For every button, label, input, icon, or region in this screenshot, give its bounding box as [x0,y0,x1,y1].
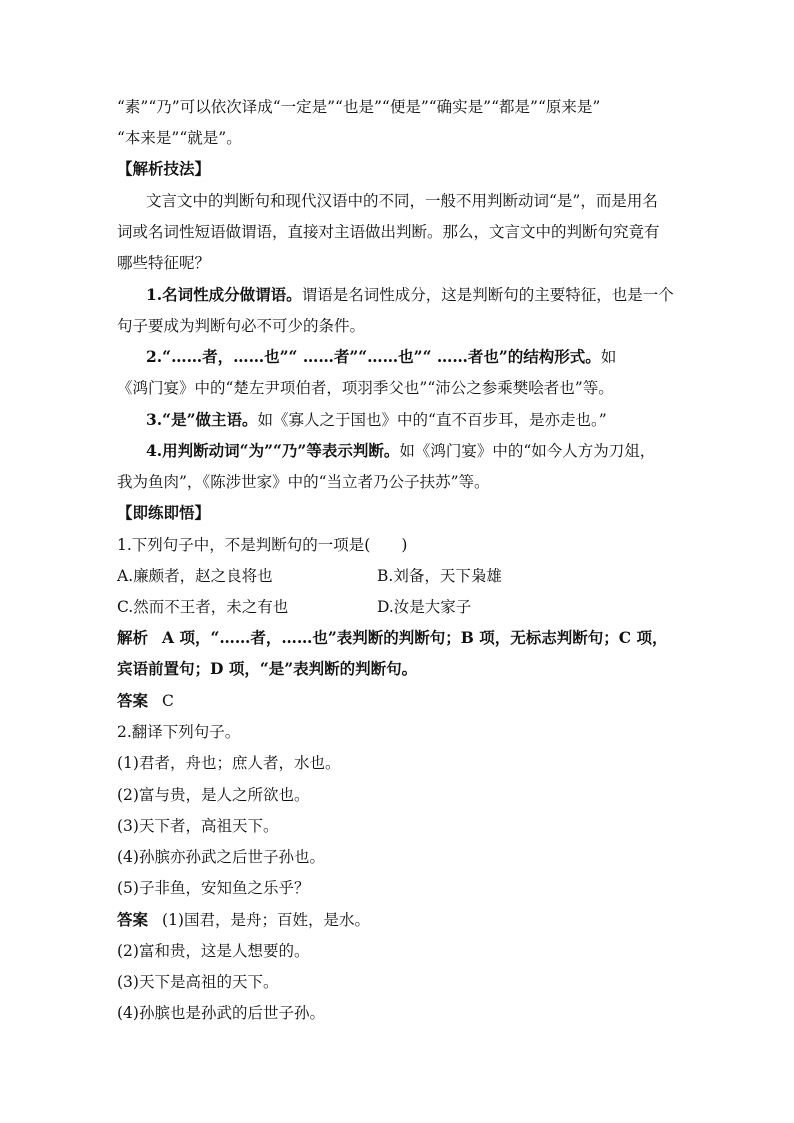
point-2-title: 2.“……者，……也”“ ……者”“……也”“ ……者也”的结构形式。 [146,347,601,366]
analysis-heading: 【解析技法】 [117,159,211,178]
question-1-option-b: B.刘备，天下枭雄 [377,567,502,585]
analysis-para-line-3: 哪些特征呢？ [117,254,211,272]
question-1-stem: 1.下列句子中，不是判断句的一项是( ) [117,536,408,554]
question-1-option-d: D.汝是大家子 [377,598,472,616]
point-2-text: 如 [600,348,617,366]
point-4-text: 如《鸿门宴》中的“如今人方为刀俎， [399,442,656,460]
question-1-analysis-line-2: 宾语前置句；D 项，“是”表判断的判断句。 [117,659,418,678]
answer-value: C [162,692,174,710]
point-4-title: 4.用判断动词“为”“乃”等表示判断。 [146,441,400,460]
question-2-answer-1 [117,910,370,930]
intro-line-2: “本来是”“就是”。 [117,129,242,147]
intro-line-1: “素”“乃”可以依次译成“一定是”“也是”“便是”“确实是”“都是”“原来是” [117,98,601,116]
question-2-answer-3: (3)天下是高祖的天下。 [117,973,279,991]
question-1-analysis [117,628,668,648]
question-2-answer-4: (4)孙膑也是孙武的后世子孙。 [117,1004,325,1022]
question-2-item-2: (2)富与贵，是人之所欲也。 [117,786,310,804]
question-2-stem: 2.翻译下列句子。 [117,723,241,741]
answer-2-label: 答案 [117,910,149,929]
point-4-line-2: 我为鱼肉”，《陈涉世家》中的“当立者乃公子扶苏”等。 [117,473,490,491]
point-1 [146,285,674,305]
question-2-item-5: (5)子非鱼，安知鱼之乐乎？ [117,879,310,897]
question-1-option-a: A.廉颇者，赵之良将也 [117,567,273,585]
answer-label: 答案 [117,691,149,710]
analysis-para-line-1: 文言文中的判断句和现代汉语中的不同，一般不用判断动词“是”，而是用名 [146,192,658,210]
question-1-answer [117,691,174,711]
question-1-option-c: C.然而不王者，未之有也 [117,598,289,616]
practice-heading: 【即练即悟】 [117,503,211,522]
point-3-text: 如《寡人之于国也》中的“直不百步耳，是亦走也。” [257,411,607,429]
answer-2-item-1: (1)国君，是舟；百姓，是水。 [162,911,370,929]
question-2-answer-2: (2)富和贵，这是人想要的。 [117,942,310,960]
point-1-title: 1.名词性成分做谓语。 [146,285,302,304]
point-3-title: 3.“是”做主语。 [146,410,258,429]
point-1-text: 谓语是名词性成分，这是判断句的主要特征，也是一个 [301,286,674,304]
question-2-item-3: (3)天下者，高祖天下。 [117,817,279,835]
question-2-item-4: (4)孙膑亦孙武之后世子孙也。 [117,848,325,866]
analysis-line-1: A 项，“……者，……也”表判断的判断句；B 项，无标志判断句；C 项， [162,628,668,647]
point-1-line-2: 句子要成为判断句必不可少的条件。 [117,317,366,335]
question-2-item-1: (1)君者，舟也；庶人者，水也。 [117,754,341,772]
point-2-line-2: 《鸿门宴》中的“楚左尹项伯者，项羽季父也”“沛公之参乘樊哙者也”等。 [117,379,614,397]
point-3 [146,410,607,430]
analysis-para-line-2: 词或名词性短语做谓语，直接对主语做出判断。那么，文言文中的判断句究竟有 [117,223,660,241]
analysis-label: 解析 [117,628,149,647]
point-2 [146,347,616,367]
point-4 [146,441,655,461]
